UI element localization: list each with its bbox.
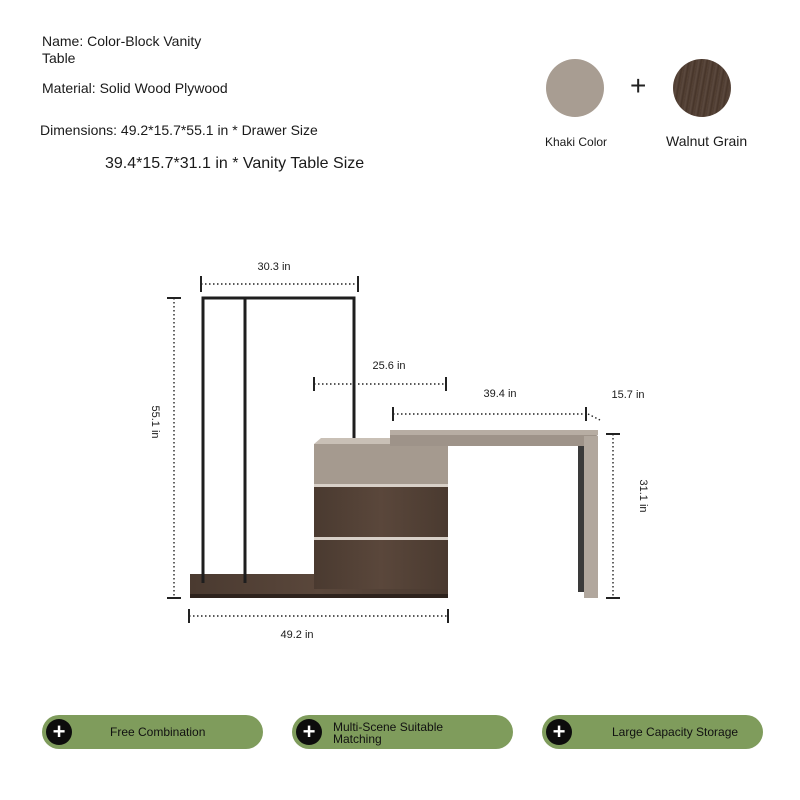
product-name-line2: Table	[42, 50, 76, 66]
walnut-label: Walnut Grain	[666, 133, 748, 149]
feature-label-line1: Multi-Scene Suitable	[333, 720, 444, 734]
khaki-label: Khaki Color	[545, 135, 608, 149]
dim-label-table-width: 39.4 in	[483, 388, 517, 400]
plus-icon: +	[296, 719, 322, 745]
dim-label-table-depth: 15.7 in	[611, 389, 645, 401]
feature-pill-multi-scene	[292, 715, 513, 749]
dim-label-total-width: 49.2 in	[280, 629, 314, 641]
dim-label-top-width: 30.3 in	[257, 261, 291, 273]
feature-pill-free-combination	[42, 715, 263, 749]
dim-line-table-depth	[588, 414, 600, 420]
feature-label	[333, 721, 443, 745]
plus-icon: +	[546, 719, 572, 745]
feature-label: Large Capacity Storage	[612, 725, 739, 739]
drawer-cabinet	[314, 438, 450, 589]
product-dimensions-drawer: Dimensions: 49.2*15.7*55.1 in * Drawer Size	[40, 122, 318, 138]
dim-label-table-height: 31.1 in	[637, 479, 649, 513]
product-dimensions-table: 39.4*15.7*31.1 in * Vanity Table Size	[105, 155, 365, 172]
plus-icon: +	[46, 719, 72, 745]
dim-label-total-height: 55.1 in	[149, 405, 161, 439]
product-material: Material: Solid Wood Plywood	[42, 80, 228, 96]
feature-label-line2: Matching	[333, 732, 382, 746]
product-name-line1: Name: Color-Block Vanity	[42, 33, 202, 49]
plus-sign: +	[630, 70, 647, 101]
feature-pill-large-capacity	[542, 715, 763, 749]
dim-label-drawer-depth: 25.6 in	[372, 360, 406, 372]
feature-label: Free Combination	[110, 725, 206, 739]
